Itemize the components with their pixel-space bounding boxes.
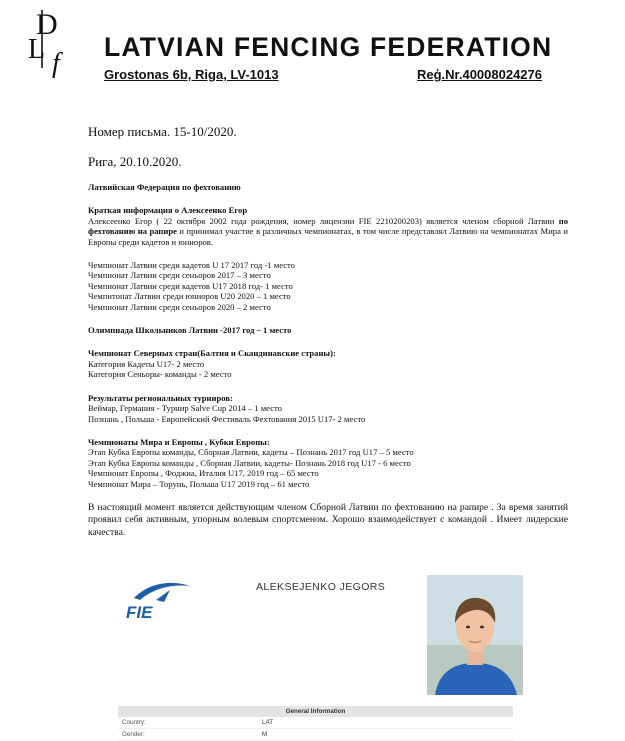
- organization-address: Grostonas 6b, Riga, LV-1013: [104, 67, 279, 82]
- list-item: Категория Сеньоры- команды - 2 место: [88, 369, 232, 380]
- list-item: Чемпионат Латвии среди кадетов U17 2018 год- 1 место: [88, 280, 293, 291]
- svg-text:L: L: [28, 34, 46, 65]
- lff-logo: [28, 6, 82, 79]
- list-item: Веймар, Германия - Турнир Salve Cup 2014 – 1 место: [88, 403, 282, 414]
- list-item: Чемпионат Латвии среди сеньоров 2020 – 2 место: [88, 301, 271, 312]
- letter-number: Номер письма. 15-10/2020.: [88, 124, 237, 139]
- list-item: Чемпионат Мира – Торунь, Польша U17 2019 год – 61 место: [88, 478, 310, 489]
- intro-heading: Краткая информация о Алексеенко Егор: [88, 205, 248, 216]
- svg-text:D: D: [36, 8, 58, 41]
- nordic-heading: Чемпионат Северных стран(Балтия и Скандинавские страны):: [88, 348, 336, 359]
- olympiad-result: Олимпиада Школьников Латвии -2017 год – 1 место: [88, 325, 292, 336]
- row-key: Country:: [122, 719, 146, 726]
- row-value: LAT: [262, 719, 274, 726]
- federation-heading: Латвийская Федерация по фехтованию: [88, 182, 241, 192]
- table-header: General Information: [118, 706, 513, 717]
- list-item: Категория Кадеты U17- 2 место: [88, 358, 205, 369]
- latvia-results-list: [88, 260, 568, 312]
- list-item: Познань , Польша - Европейский Фестиваль Фехтования 2015 U17- 2 место: [88, 413, 366, 424]
- intro-text-1: Алексеенко Егор ( 22 октября 2002 года рождения, номер лицензии FIE 2210200203) является членом сборной Латвии: [88, 215, 559, 226]
- list-item: Этап Кубка Европы команды, Сборная Латвии, кадеты – Познань 2017 год U17 – 5 место: [88, 447, 414, 458]
- list-item: Чемпионат Латвии среди сеньоров 2017 – 3 место: [88, 270, 271, 281]
- row-key: Gender:: [122, 731, 145, 738]
- fie-logo-text: FIE: [126, 603, 153, 622]
- intro-text-2: и принимал участие в различных чемпионатах, в том числе представлял Латвию на чемпионатах Мира и Европы среди кадетов и юниоров.: [88, 226, 568, 247]
- regional-heading: Результаты региональных турниров:: [88, 392, 233, 403]
- list-item: Чемпитонат Латвии среди юниоров U20 2020 – 1 место: [88, 291, 291, 302]
- list-item: Этап Кубка Европы команды , Сборная Латвии, кадеты- Познань 2018 год U17 - 6 место: [88, 457, 411, 468]
- list-item: Чемпионат Европы , Фоджиа, Италия U17, 2019 год – 65 место: [88, 468, 319, 479]
- athlete-photo: [427, 575, 523, 695]
- table-row: [118, 729, 513, 741]
- registration-number: Reģ.Nr.40008024276: [416, 67, 542, 82]
- list-item: Чемпионат Латвии среди кадетов U 17 2017 год -1 место: [88, 260, 295, 271]
- fie-logo: [120, 580, 200, 622]
- intro-text-bold: по фехтованию на рапире: [88, 215, 568, 237]
- athlete-name: ALEKSEJENKO JEGORS: [256, 581, 386, 593]
- table-row: [118, 717, 513, 729]
- row-value: M: [262, 731, 268, 738]
- closing-paragraph: В настоящий момент является действующим членом Сборной Латвии по фехтованию на рапире . За время занятий проявил себя активным, упорным волевым спортсменом. Хорошо взаимодействует с командой . Имеет лидерские качества.: [88, 501, 568, 538]
- letter-body: [88, 182, 568, 539]
- intro-paragraph: [88, 216, 568, 247]
- svg-text:f: f: [52, 48, 60, 79]
- general-info-table: [118, 706, 513, 741]
- letter-date: Рига, 20.10.2020.: [88, 154, 182, 169]
- organization-name: LATVIAN FENCING FEDERATION: [104, 32, 553, 62]
- world-heading: Чемпионаты Мира и Европы , Кубки Европы:: [88, 436, 270, 447]
